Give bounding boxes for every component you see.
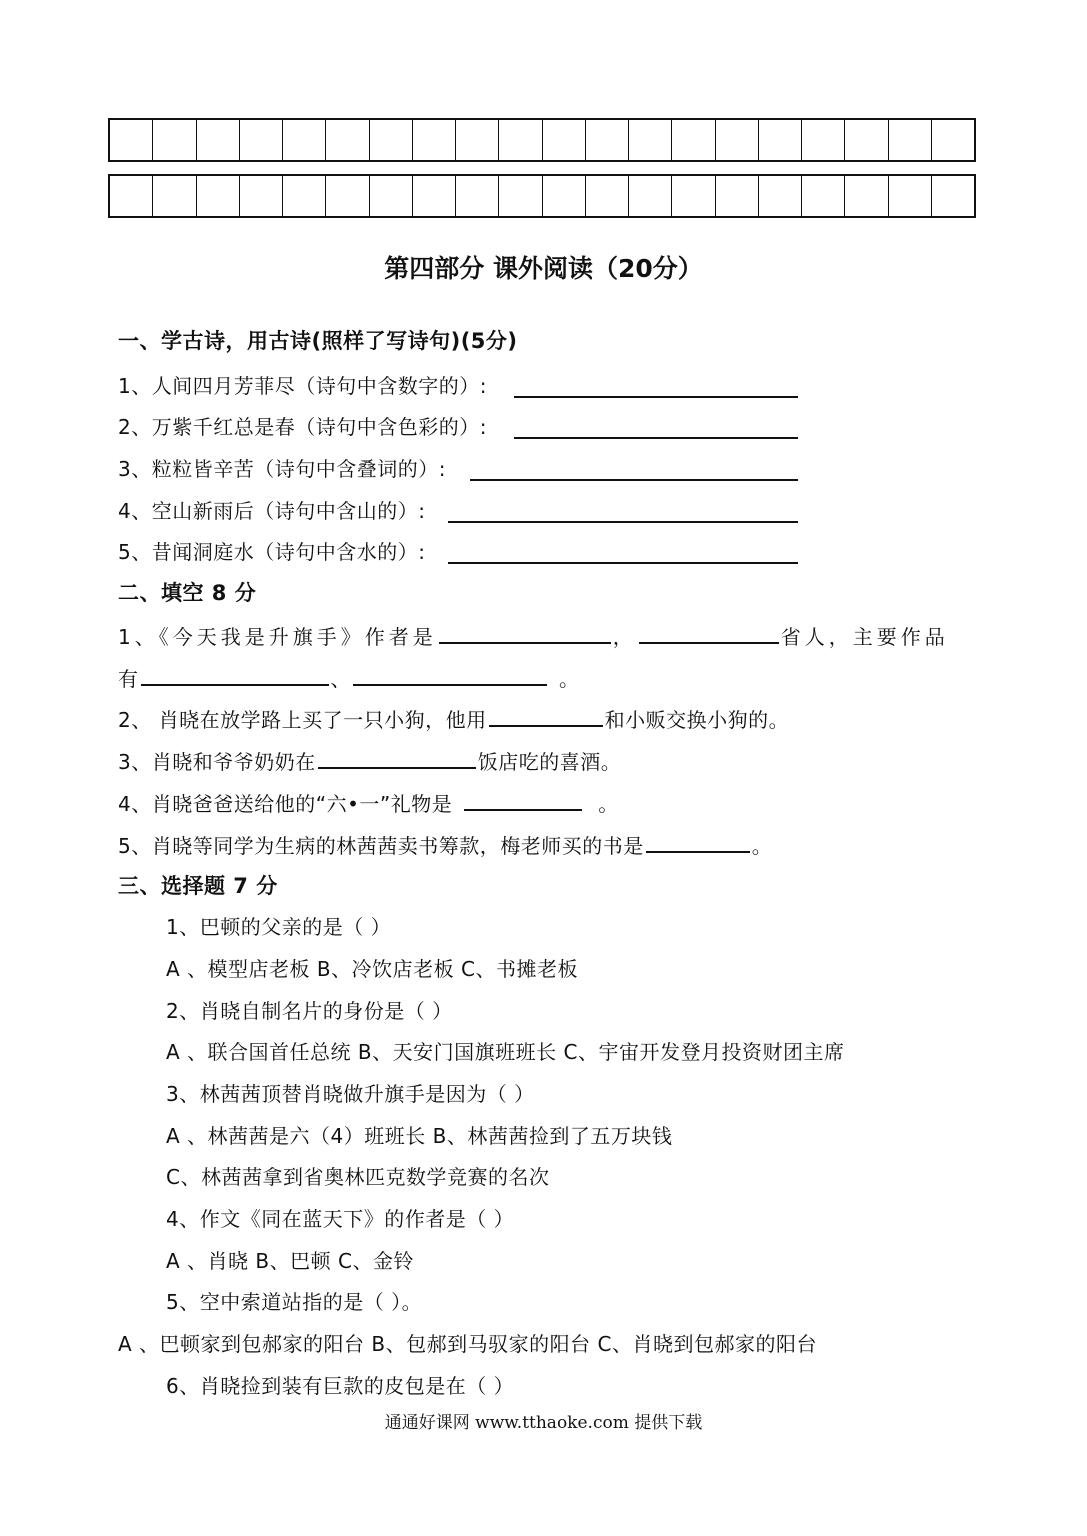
grid-cell[interactable] <box>413 176 456 216</box>
choice-q6: 6、肖晓捡到装有巨款的皮包是在（ ） <box>166 1374 515 1398</box>
poem-item-3 <box>118 455 446 483</box>
part-title: 第四部分 课外阅读（20分） <box>384 254 703 283</box>
poem-blank-1[interactable] <box>514 376 798 398</box>
grid-cell[interactable] <box>110 120 153 160</box>
grid-cell[interactable] <box>845 176 888 216</box>
poem-item-2 <box>118 413 487 441</box>
fill-q4 <box>118 789 619 818</box>
grid-cell[interactable] <box>672 120 715 160</box>
poem-item-text: 3、粒粒皆辛苦（诗句中含叠词的）: <box>118 457 446 481</box>
grid-cell[interactable] <box>543 176 586 216</box>
grid-cell[interactable] <box>370 176 413 216</box>
grid-cell[interactable] <box>629 120 672 160</box>
fill-q3-blank[interactable] <box>318 747 476 769</box>
grid-cell[interactable] <box>110 176 153 216</box>
choice-q2-options: A 、联合国首任总统 B、天安门国旗班班长 C、宇宙开发登月投资财团主席 <box>166 1040 845 1064</box>
grid-cell[interactable] <box>672 176 715 216</box>
fill-q1-text-2: 省人，主要作品 <box>780 625 949 649</box>
fill-q5 <box>118 831 772 860</box>
grid-cell[interactable] <box>370 120 413 160</box>
writing-grid <box>108 118 976 218</box>
choice-q1: 1、巴顿的父亲的是（ ） <box>166 915 392 939</box>
fill-q5-end: 。 <box>751 834 773 858</box>
poem-item-text: 5、昔闻洞庭水（诗句中含水的）: <box>118 540 426 564</box>
grid-cell[interactable] <box>802 120 845 160</box>
fill-q1-author-blank[interactable] <box>439 622 611 644</box>
fill-q5-blank[interactable] <box>646 831 750 853</box>
section2-heading: 二、填空 8 分 <box>118 581 257 605</box>
fill-q1-work2-blank[interactable] <box>353 664 547 686</box>
poem-item-4 <box>118 497 425 525</box>
grid-cell[interactable] <box>629 176 672 216</box>
choice-q3-options: A 、林茜茜是六（4）班班长 B、林茜茜捡到了五万块钱 <box>166 1124 673 1148</box>
choice-q2: 2、肖晓自制名片的身份是（ ） <box>166 999 453 1023</box>
grid-cell[interactable] <box>716 176 759 216</box>
fill-q2-text: 2、 肖晓在放学路上买了一只小狗，他用 <box>118 708 487 732</box>
fill-q1-line1 <box>118 622 949 651</box>
fill-q1-separator: 、 <box>330 667 351 691</box>
poem-blank-2[interactable] <box>514 417 798 439</box>
fill-q1-province-blank[interactable] <box>639 622 779 644</box>
fill-q3 <box>118 747 621 776</box>
grid-cell[interactable] <box>326 120 369 160</box>
grid-cell[interactable] <box>153 120 196 160</box>
fill-q2 <box>118 705 789 734</box>
grid-cell[interactable] <box>759 120 802 160</box>
grid-cell[interactable] <box>197 176 240 216</box>
choice-q3-option-c: C、林茜茜拿到省奥林匹克数学竞赛的名次 <box>166 1165 550 1189</box>
grid-cell[interactable] <box>499 120 542 160</box>
poem-item-5 <box>118 538 425 566</box>
grid-cell[interactable] <box>326 176 369 216</box>
fill-q1-line2 <box>118 664 580 693</box>
fill-q2-blank[interactable] <box>489 705 603 727</box>
grid-cell[interactable] <box>889 120 932 160</box>
poem-item-text: 1、人间四月芳菲尽（诗句中含数字的）: <box>118 374 487 398</box>
fill-q1-comma: ， <box>612 625 637 649</box>
grid-cell[interactable] <box>889 176 932 216</box>
grid-cell[interactable] <box>240 176 283 216</box>
choice-q4-options: A 、肖晓 B、巴顿 C、金铃 <box>166 1249 414 1273</box>
grid-cell[interactable] <box>932 120 974 160</box>
poem-item-text: 2、万紫千红总是春（诗句中含色彩的）: <box>118 415 487 439</box>
section3-heading: 三、选择题 7 分 <box>118 874 278 898</box>
grid-cell[interactable] <box>283 120 326 160</box>
grid-cell[interactable] <box>759 176 802 216</box>
fill-q1-text-3: 有 <box>118 667 139 691</box>
fill-q1-text: 1、《今天我是升旗手》作者是 <box>118 625 437 649</box>
choice-q5-options: A 、巴顿家到包郝家的阳台 B、包郝到马驭家的阳台 C、肖晓到包郝家的阳台 <box>118 1332 817 1356</box>
fill-q4-text: 4、肖晓爸爸送给他的“六•一”礼物是 <box>118 792 453 816</box>
grid-cell[interactable] <box>845 120 888 160</box>
fill-q5-text: 5、肖晓等同学为生病的林茜茜卖书筹款，梅老师买的书是 <box>118 834 644 858</box>
poem-blank-4[interactable] <box>448 501 798 523</box>
poem-blank-3[interactable] <box>470 459 798 481</box>
choice-q1-options: A 、模型店老板 B、冷饮店老板 C、书摊老板 <box>166 957 578 981</box>
choice-q4: 4、作文《同在蓝天下》的作者是（ ） <box>166 1207 515 1231</box>
grid-cell[interactable] <box>932 176 974 216</box>
poem-blank-5[interactable] <box>448 542 798 564</box>
grid-row-1 <box>108 118 976 162</box>
grid-cell[interactable] <box>716 120 759 160</box>
poem-item-text: 4、空山新雨后（诗句中含山的）: <box>118 499 426 523</box>
poem-item-1 <box>118 372 487 400</box>
fill-q4-end: 。 <box>598 792 619 816</box>
grid-cell[interactable] <box>456 120 499 160</box>
fill-q1-end: 。 <box>559 667 580 691</box>
grid-row-2 <box>108 174 976 218</box>
fill-q3-text-2: 饭店吃的喜酒。 <box>477 750 622 774</box>
grid-cell[interactable] <box>802 176 845 216</box>
grid-cell[interactable] <box>283 176 326 216</box>
grid-cell[interactable] <box>240 120 283 160</box>
grid-cell[interactable] <box>499 176 542 216</box>
grid-cell[interactable] <box>586 120 629 160</box>
grid-cell[interactable] <box>543 120 586 160</box>
grid-cell[interactable] <box>413 120 456 160</box>
grid-cell[interactable] <box>197 120 240 160</box>
page-footer: 通通好课网 www.tthaoke.com 提供下载 <box>384 1413 703 1433</box>
fill-q3-text: 3、肖晓和爷爷奶奶在 <box>118 750 316 774</box>
choice-q5: 5、空中索道站指的是（ ）。 <box>166 1290 423 1314</box>
grid-cell[interactable] <box>153 176 196 216</box>
choice-q3: 3、林茜茜顶替肖晓做升旗手是因为（ ） <box>166 1082 535 1106</box>
section1-heading: 一、学古诗，用古诗(照样了写诗句)(5分) <box>118 329 518 353</box>
fill-q1-work1-blank[interactable] <box>141 664 329 686</box>
grid-cell[interactable] <box>586 176 629 216</box>
fill-q2-text-2: 和小贩交换小狗的。 <box>604 708 790 732</box>
fill-q4-blank[interactable] <box>464 789 582 811</box>
grid-cell[interactable] <box>456 176 499 216</box>
